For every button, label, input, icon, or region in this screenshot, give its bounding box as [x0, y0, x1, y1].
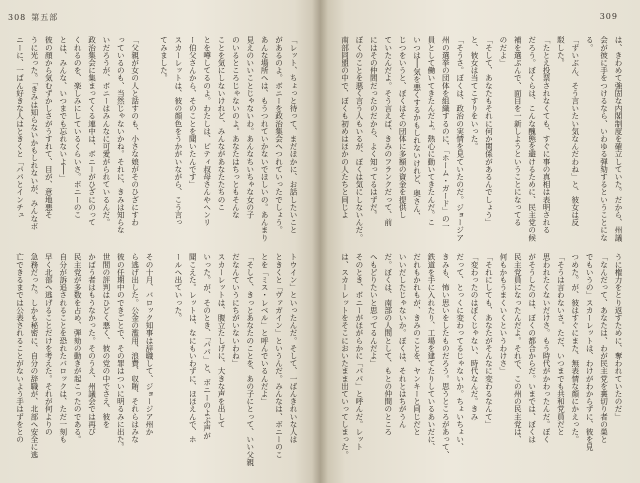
text-column: だ。ぼくは、南部の人間として、もとの仲間のところ	[383, 253, 393, 436]
text-column: る。	[585, 36, 595, 52]
page-header	[600, 12, 618, 21]
text-column: そのとき、ボニーがほがらかに「パパ」と呼んだ。レット	[354, 253, 364, 451]
text-column: その十月、バロック知事は辞職して、ジョージア州か	[145, 253, 155, 436]
text-column: ていたんだよ。そう言えば、きみのフランクだって、前	[383, 36, 393, 226]
text-column: いった。が、そのとき、「パパ」と、ボニーのよぶ声が	[202, 253, 212, 440]
upper-tier	[12, 36, 300, 246]
text-section	[12, 253, 156, 467]
text-column: てみました。	[159, 36, 169, 82]
text-column: 彼の任期中のできごとで、その罪はついに明るみに出た。	[116, 253, 126, 451]
text-column: のだよ」	[498, 36, 508, 67]
text-column: くれるのを、楽しみにしているくらいさ。ボニーのこ	[73, 36, 83, 219]
upper-tier	[337, 36, 625, 246]
text-column: 亡できるまでは公表されることがないよう手はずをとの	[15, 253, 25, 443]
text-column: 自分が訴追されることを恐れたバロックは、ただ一刻も	[58, 253, 68, 443]
text-column: 早く北部へ逃げることだけを考えた。それが何よりの	[44, 253, 54, 436]
text-column: 「変わったのはぼくじゃない、時代なんだ。きみ	[470, 253, 480, 421]
right-page	[320, 0, 640, 483]
text-column: だろう。ぼくらは、こんな醜態を避けるために、民主党の候	[527, 36, 537, 242]
text-column: っているのも、当然じゃないかね。それに、きみは知らな	[116, 36, 126, 234]
text-column: スカーレットは、彼の顔色をうかがいながら、こう言っ	[173, 36, 183, 226]
text-column: うに権力をとり返すために、奪われていたのだ」	[614, 253, 623, 421]
text-column: 見えのいいことじゃないわ。あんなちいちゃな女の子	[245, 36, 255, 219]
text-column: あんな場所へは、もうつれていかないでほしいの。あんまり	[260, 36, 270, 242]
text-column: つめた。が、彼はすぐにまた、無表情な顔にかえった。	[570, 253, 580, 443]
text-column: スカーレットは、腹立たしげに、大きな声を出して	[217, 253, 227, 428]
page-header	[8, 12, 58, 23]
text-section	[12, 36, 142, 246]
text-column: だれもかれもが、きみのことを、ヤンキーと同じだと	[412, 253, 422, 436]
text-column: がそうしたのは、ぼくの都合からだ。いまでは、ぼくは	[527, 253, 537, 443]
text-column: 会が彼に手をつけるなら、いわゆる弾劾するということにな	[599, 36, 609, 242]
text-column: かばう者はもうなかった。そのうえ、州議会では再び	[87, 253, 97, 436]
text-column: とは、みんな、いつまでも忘れないよ──」	[58, 36, 68, 182]
text-column: にはその仲間だったのだから、よく知ってるはずだ。	[369, 36, 379, 219]
text-column: うに光った。「きみは知らないかもしれないが、みんなボ	[29, 36, 39, 230]
text-column: ニーに、一ばん好きな人はときくと「パパとインチュ	[15, 36, 25, 219]
text-column: ときくと「ヴァガイン」というんだ。みんなは、ボニーのこ	[274, 253, 284, 459]
text-column: があるのよ。ボニーを政治集会へつれていったでしょう。	[274, 36, 284, 234]
text-column: は、スカーレットをそこにおいたまま出ていってしまった。	[340, 253, 350, 459]
text-column: 聞こえた。レットは、なにもいわずに、ほほえんで、ホ	[188, 253, 198, 443]
lower-tier	[337, 253, 625, 467]
text-column: 「そうは言わないさ。ただ、いつまでも共和党員だと	[556, 253, 566, 436]
text-column: ら逃げ出した。公金の濫用、浪費、収賄、それらはみな	[130, 253, 140, 443]
text-column: 「なんだって、あなたは、わが民主党を裏切り者の巣と	[599, 253, 609, 443]
text-column: ールへ出ていった。	[173, 253, 183, 322]
text-column: 鉄道を手に入れたり、工場を建てたりしているあいだに、	[426, 253, 436, 451]
text-column: きみも、怖い思いをしたものだろう。思うところがあって、	[441, 253, 451, 459]
text-section	[170, 253, 300, 467]
text-column: 民主党が多数を占め、弾劾の動きが起こったのである。	[73, 253, 83, 443]
text-column: ー伯父さんから、そのことを聞いたんです」	[188, 36, 198, 188]
text-column: 補を選ぶんで、面目を一新しようということになってる	[513, 36, 523, 226]
text-column: 州の選挙の団体を組織するのに、「ホーム・ガード」の一	[441, 36, 451, 230]
text-column: へもどりたいと思ってるんだよ」	[369, 253, 379, 367]
text-column: 「ずいぶん、そう言いたい気なんだわね」と、彼女は反	[570, 36, 580, 226]
text-column: 「そして、きっとあなたのことを、あの子にとって、いい父親	[245, 253, 255, 466]
text-column: 「それにしても、あなたがそんなに変わるなんて」	[484, 253, 494, 428]
part-title: 第五部	[31, 13, 59, 22]
text-column: とを「ミス・レベル」と呼んでいるんだよ」	[260, 253, 270, 405]
text-column: ことを気にしないけれど、みんながあなたたちのこ	[217, 36, 227, 211]
text-column: 員として働いてきたんだよ。熱心に動いてきたんだ。こ	[426, 36, 436, 226]
text-column: でもいうの」スカーレットは、わけがわからずに、彼を見	[585, 253, 595, 451]
text-column: 思われたくないだけさ。もう時代がかわったんだ。ぼく	[542, 253, 552, 443]
text-column: 民主党員になったんだよ。それで、この州の民主党は、	[513, 253, 523, 443]
page-number: 309	[599, 12, 618, 21]
text-section	[337, 36, 625, 246]
text-column: のいるところじゃないのよ。あなたはちっともそんな	[231, 36, 241, 219]
text-column: トウイン」といったんだ。そして、一ばんきれいな人は	[289, 253, 298, 443]
text-column: は、きわめて強固な内閣制度を確立していた。だから、州議	[614, 36, 623, 242]
text-column: 「たとえ投票されなくても、すぐに事の真相は表明される	[542, 36, 552, 234]
text-section	[337, 253, 625, 467]
text-column: じつをいうと、ぼくはその団体に多額の資金を提供し	[398, 36, 408, 219]
text-column: いいだしたじゃないか。ぼくは、それとはちがうん	[398, 253, 408, 428]
text-column: いだろうが、ボニーはみんなに可愛がられているんだ。	[101, 36, 111, 226]
text-column: ぼくのことを悪く言う人もいるが、ぼくは気にしないんだ。	[354, 36, 364, 242]
text-column: だなんていうにちがいないわね」	[231, 253, 241, 367]
text-section	[156, 36, 300, 246]
text-column: と、彼女は当てこすりをいった。	[470, 36, 480, 150]
text-column: 政治集会に集まってくる連中は、ボニーがひざにのって	[87, 36, 97, 226]
text-column: 「父親が女の人と話すのも、小さな娘がそのひざにすわ	[130, 36, 140, 226]
text-column: 駁した。	[556, 36, 566, 67]
text-column: とを噂してるのよ。わたしは、ピティ叔母さんやヘンリ	[202, 36, 212, 226]
text-column: 南部同盟の中で、ぼくも初めはほかの人たちと同じよ	[340, 36, 350, 219]
text-column: いつは──気を悪くするかもしれないけれど、奥さん、	[412, 36, 422, 220]
text-column: 何もかもうまくいくというわけさ」	[498, 253, 508, 375]
text-column: だって、とっくに変わってるじゃないか。ちょいちょい、	[455, 253, 465, 451]
text-column: 「レット、ちょっと待って、まだほかに、お話したいこと	[289, 36, 298, 234]
text-column: 「そうさ。ぼくは、政治の実情を見ていたのだ。ジョージア	[455, 36, 465, 242]
page-number: 308	[8, 13, 27, 22]
text-column: 急務だった。しかも秘密に、自分の辞職が、北部へ安全に逃	[29, 253, 39, 459]
text-column: 「そして、あなたもそれに何か関係があるんでしょう」	[484, 36, 494, 226]
book-gutter-shadow	[312, 0, 328, 483]
text-column: 彼の顔から気むずかしさがうすれて、目が、意地悪そ	[44, 36, 54, 219]
lower-tier	[12, 253, 300, 467]
text-column: 世間の評判はひどく悪く、彼の党の中でさえ、彼を	[101, 253, 111, 428]
